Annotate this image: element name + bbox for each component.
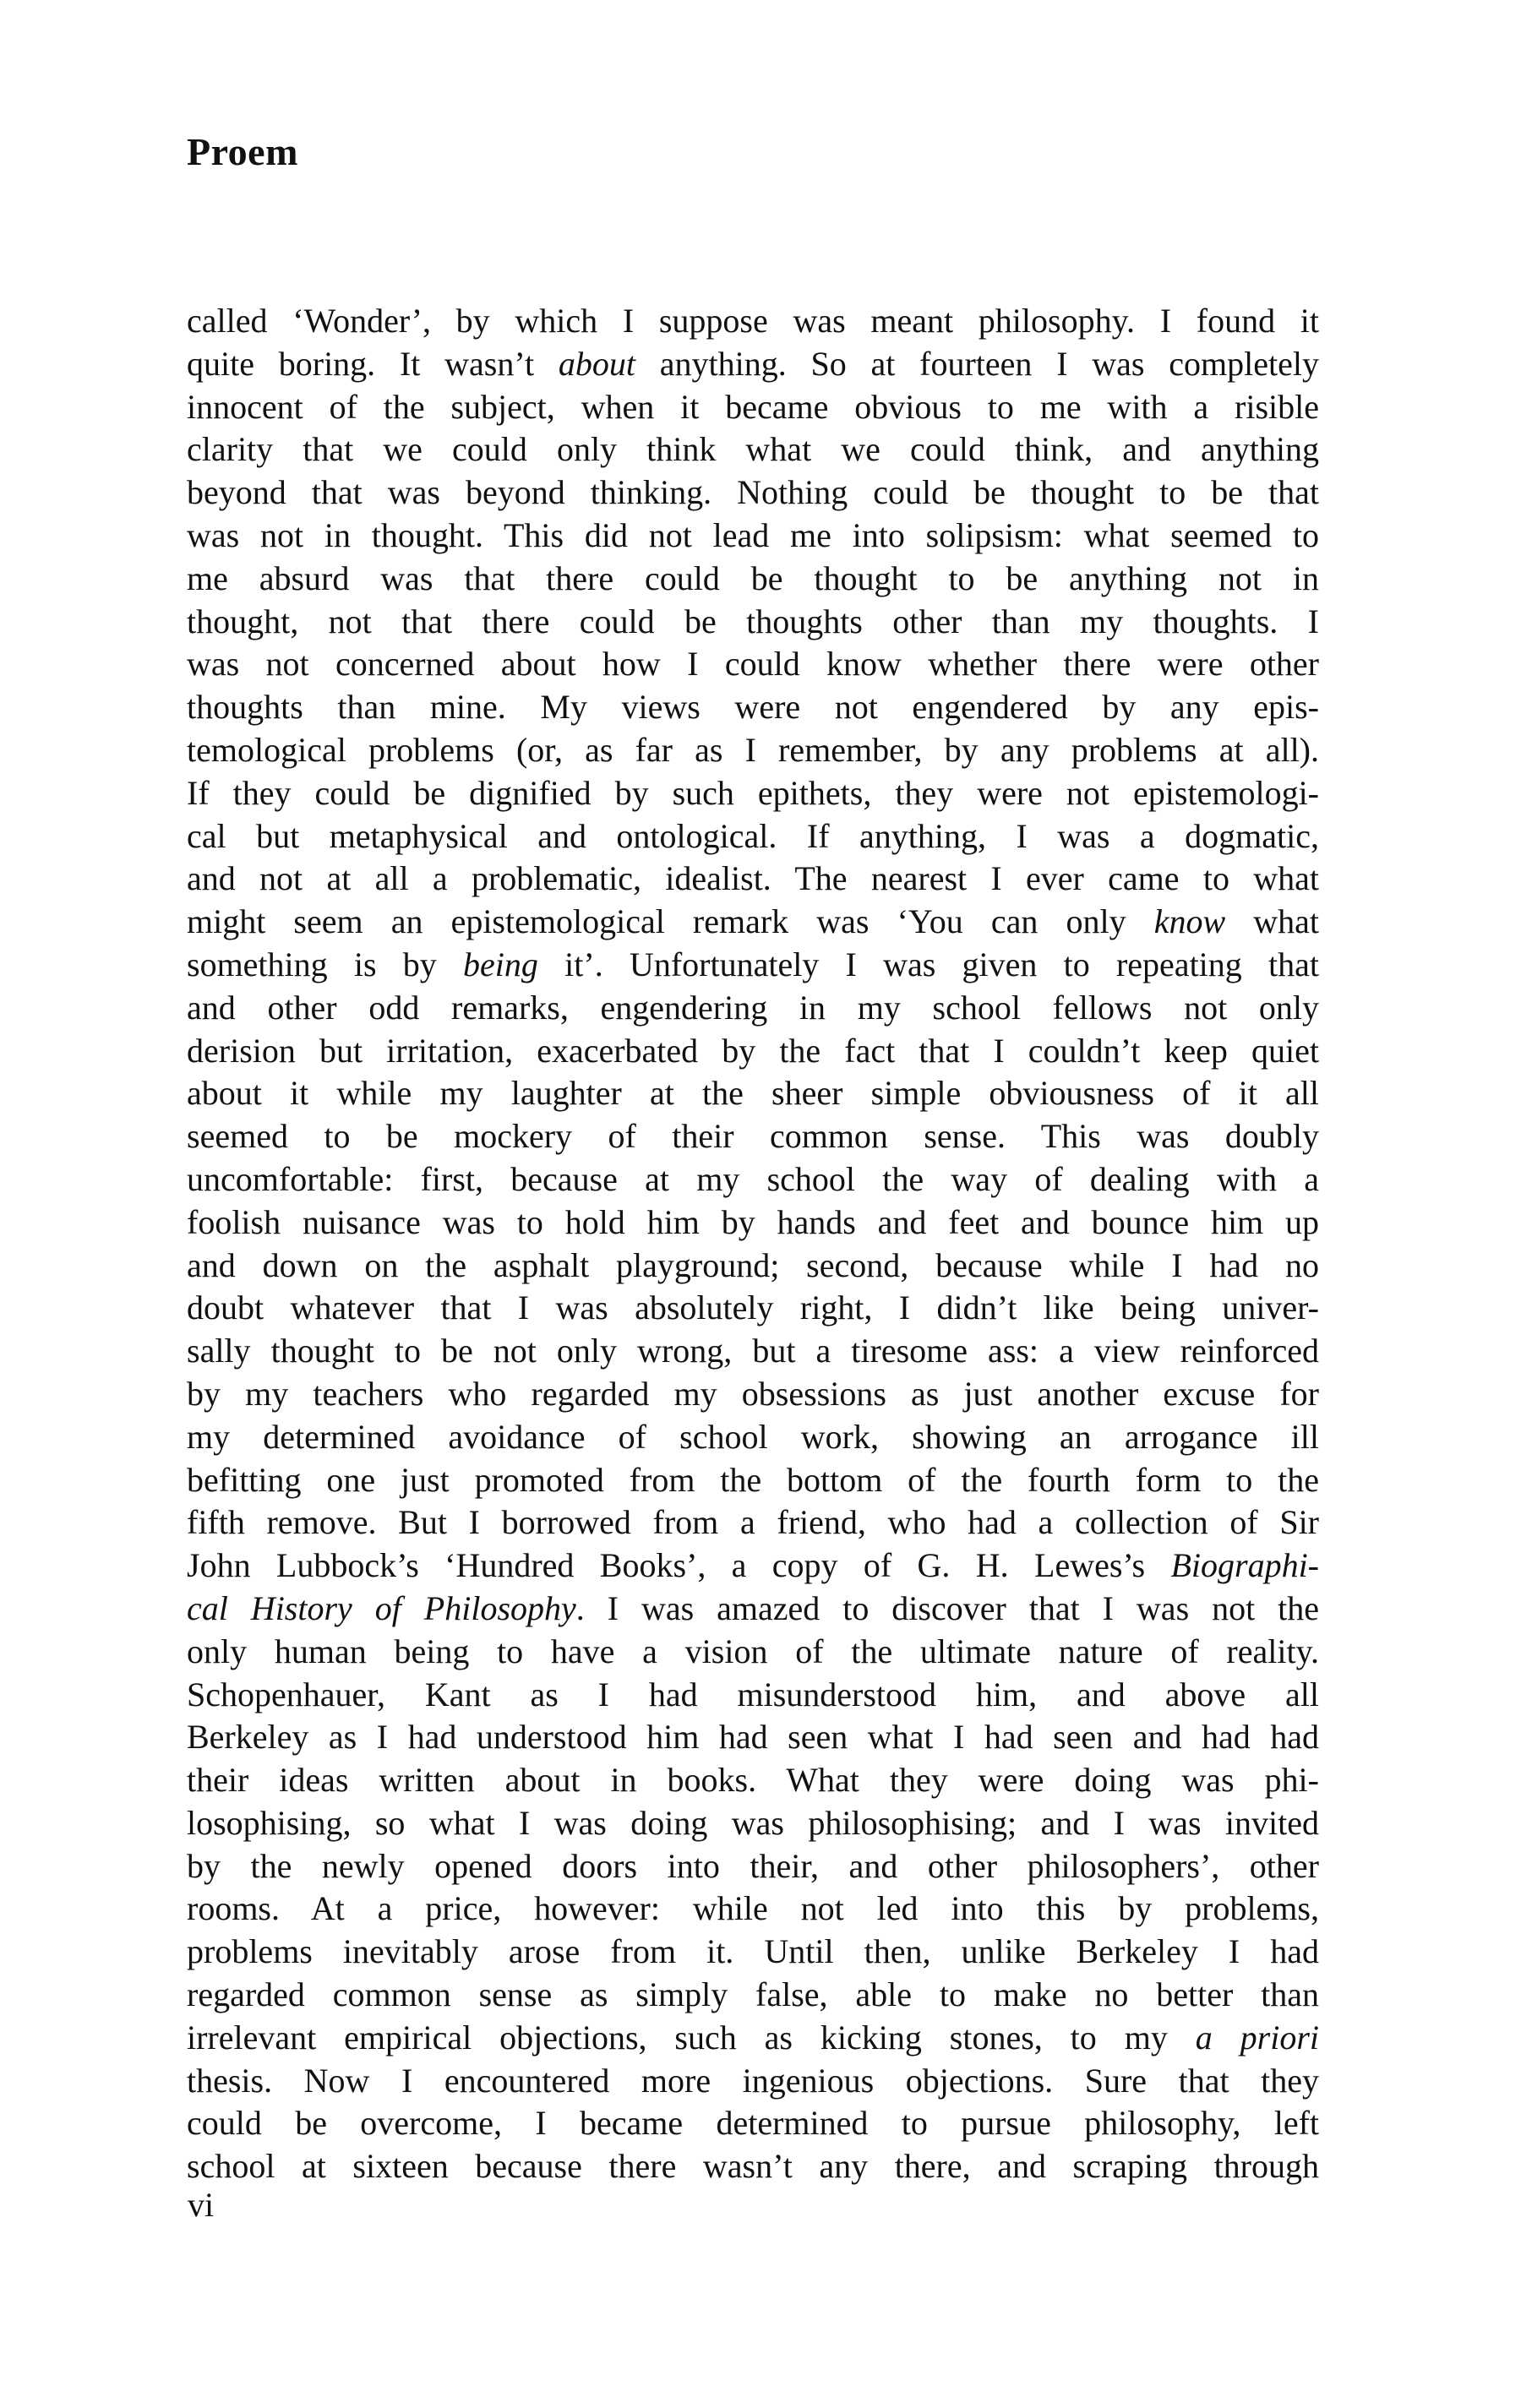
text-line: fifth remove. But I borrowed from a friend, who had a collection of Sir [187, 1503, 1319, 1542]
italic-text: about [558, 344, 635, 383]
text-line: Berkeley as I had understood him had seen what I had seen and had had [187, 1718, 1319, 1757]
text-line: thought, not that there could be thoughts other than my thoughts. I [187, 602, 1319, 640]
text-line: by my teachers who regarded my obsessions as just another excuse for [187, 1374, 1319, 1413]
text-line: innocent of the subject, when it became obvious to me with a risible [187, 387, 1319, 426]
text-line: and other odd remarks, engendering in my school fellows not only [187, 988, 1319, 1027]
text-line: foolish nuisance was to hold him by hands and feet and bounce him up [187, 1202, 1319, 1241]
text-line: doubt whatever that I was absolutely right, I didn’t like being univer- [187, 1288, 1319, 1327]
italic-text: being [463, 945, 538, 983]
text-line: seemed to be mockery of their common sense. This was doubly [187, 1117, 1319, 1156]
running-head: Proem [187, 130, 298, 173]
italic-text: Biographi- [1170, 1546, 1319, 1585]
text-line: me absurd was that there could be thought to be anything not in [187, 558, 1319, 597]
text-line: cal History of Philosophy. I was amazed to discover that I was not the [187, 1588, 1319, 1627]
italic-text: cal History of Philosophy [187, 1588, 576, 1627]
italic-text: know [1153, 902, 1226, 941]
body-text [187, 300, 1319, 2188]
text-line: cal but metaphysical and ontological. If anything, I was a dogmatic, [187, 816, 1319, 855]
page-number: vi [188, 2186, 215, 2224]
text-line: If they could be dignified by such epithets, they were not epistemologi- [187, 773, 1319, 812]
text-line: sally thought to be not only wrong, but a tiresome ass: a view reinforced [187, 1332, 1319, 1370]
text-line: called ‘Wonder’, by which I suppose was meant philosophy. I found it [187, 302, 1319, 340]
text-line: thesis. Now I encountered more ingenious objections. Sure that they [187, 2061, 1319, 2100]
text-line: rooms. At a price, however: while not led into this by problems, [187, 1889, 1319, 1928]
text-line: and not at all a problematic, idealist. The nearest I ever came to what [187, 859, 1319, 898]
text-line: school at sixteen because there wasn’t any there, and scraping through [187, 2147, 1319, 2186]
text-line: beyond that was beyond thinking. Nothing could be thought to be that [187, 473, 1319, 512]
text-line: and down on the asphalt playground; second, because while I had no [187, 1245, 1319, 1284]
text-line: about it while my laughter at the sheer simple obviousness of it all [187, 1074, 1319, 1113]
text-line: derision but irritation, exacerbated by the fact that I couldn’t keep quiet [187, 1031, 1319, 1070]
text-line: befitting one just promoted from the bottom of the fourth form to the [187, 1460, 1319, 1499]
text-line: problems inevitably arose from it. Until then, unlike Berkeley I had [187, 1932, 1319, 1971]
text-line: only human being to have a vision of the ultimate nature of reality. [187, 1632, 1319, 1670]
text-line: uncomfortable: first, because at my school the way of dealing with a [187, 1159, 1319, 1198]
text-line: might seem an epistemological remark was ‘You can only know what [187, 902, 1319, 941]
text-line: temological problems (or, as far as I remember, by any problems at all). [187, 730, 1319, 769]
text-line: John Lubbock’s ‘Hundred Books’, a copy of G. H. Lewes’s Biographi- [187, 1546, 1319, 1585]
text-line: their ideas written about in books. What they were doing was phi- [187, 1761, 1319, 1800]
text-line: Schopenhauer, Kant as I had misunderstood him, and above all [187, 1675, 1319, 1713]
text-line: quite boring. It wasn’t about anything. So at fourteen I was completely [187, 344, 1319, 383]
text-line: my determined avoidance of school work, showing an arrogance ill [187, 1417, 1319, 1456]
text-line: was not concerned about how I could know whether there were other [187, 645, 1319, 684]
text-line: by the newly opened doors into their, and other philosophers’, other [187, 1846, 1319, 1885]
text-line: something is by being it’. Unfortunately I was given to repeating that [187, 945, 1320, 983]
text-line: thoughts than mine. My views were not engendered by any epis- [187, 688, 1319, 727]
text-line: could be overcome, I became determined to pursue philosophy, left [187, 2104, 1319, 2143]
text-line: regarded common sense as simply false, able to make no better than [187, 1975, 1319, 2014]
text-line: irrelevant empirical objections, such as kicking stones, to my a priori [187, 2018, 1320, 2057]
text-line: losophising, so what I was doing was philosophising; and I was invited [187, 1803, 1319, 1842]
italic-text: a priori [1195, 2018, 1320, 2057]
text-line: was not in thought. This did not lead me into solipsism: what seemed to [187, 515, 1319, 554]
text-line: clarity that we could only think what we could think, and anything [187, 430, 1319, 469]
